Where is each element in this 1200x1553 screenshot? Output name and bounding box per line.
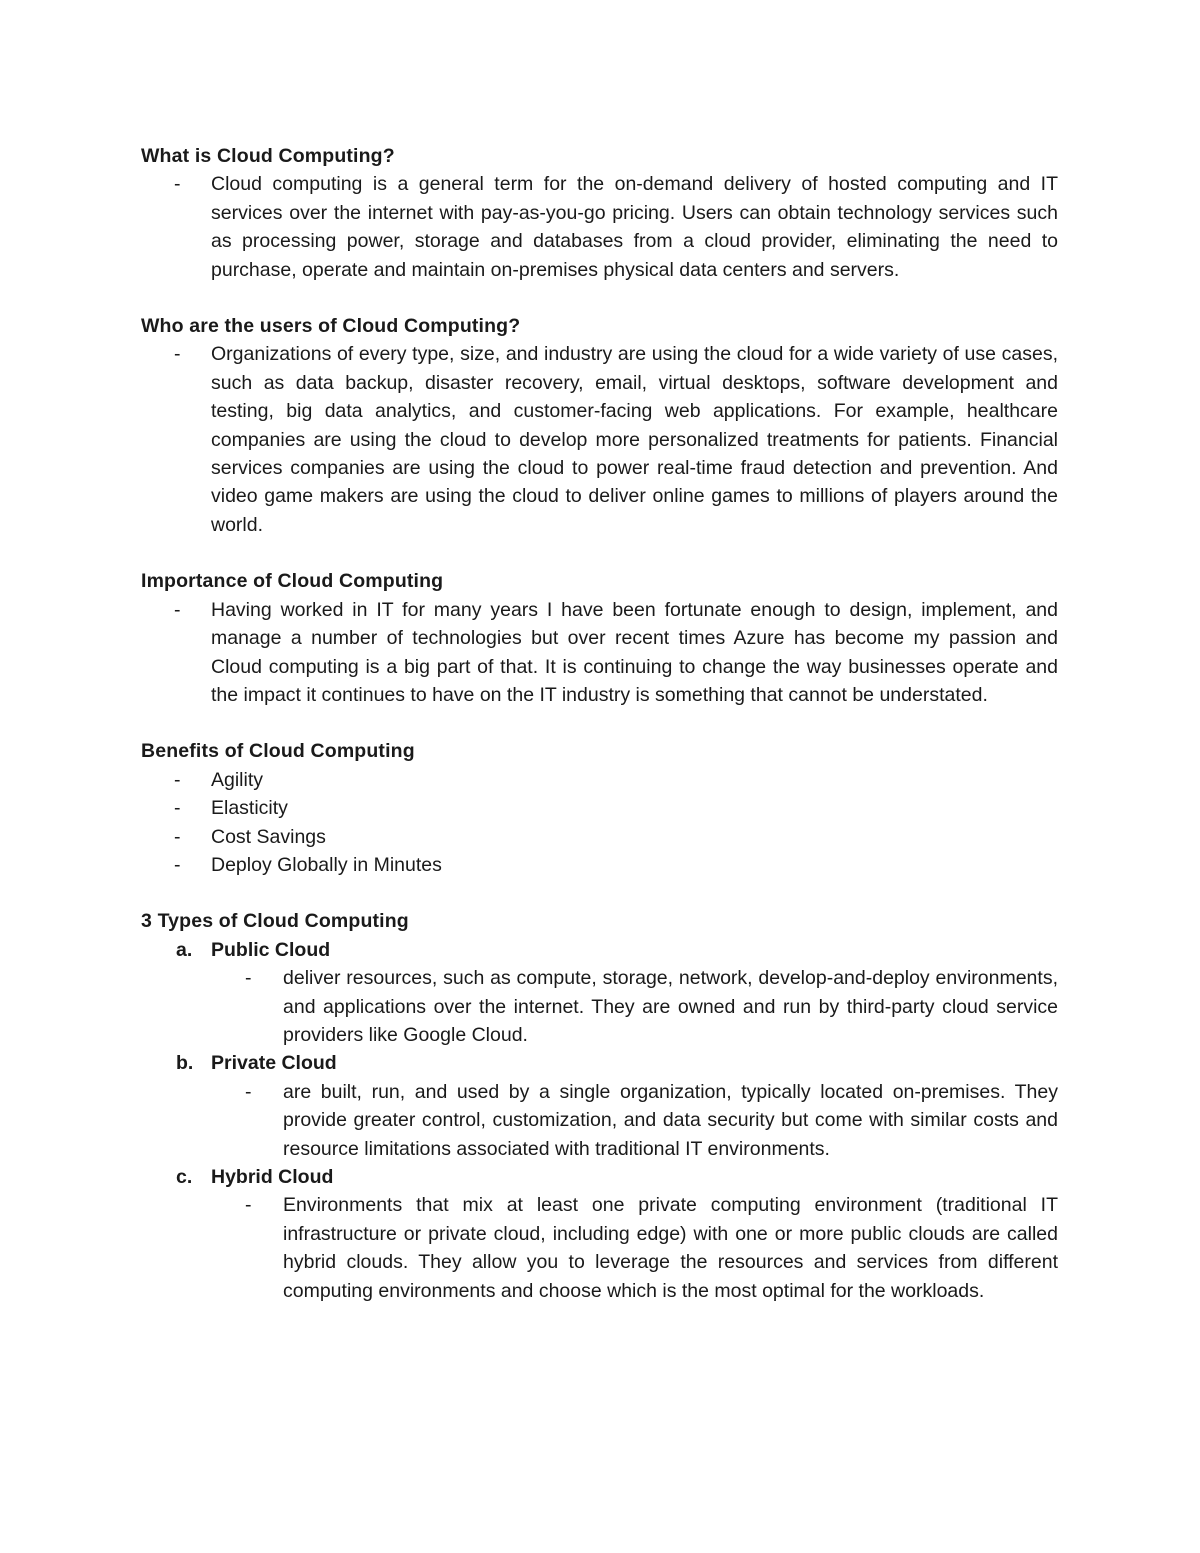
- section-heading: Importance of Cloud Computing: [141, 570, 444, 593]
- type-title: Public Cloud: [211, 938, 331, 961]
- bullet-list: [211, 1078, 1058, 1163]
- section-heading: Who are the users of Cloud Computing?: [141, 315, 521, 338]
- bullet-list: [141, 340, 1058, 539]
- bullet-list: [141, 170, 1058, 284]
- list-item: - deliver resources, such as compute, storage, network, develop-and-deploy environments, and applications over the internet. They are owned and run by third-party cloud service providers like Google Cloud.: [211, 964, 1058, 1049]
- list-item: - Having worked in IT for many years I have been fortunate enough to design, implement, and manage a number of technologies but over recent times Azure has become my passion and Cloud computing is a big part of that. It is continuing to change the way businesses operate and the impact it continues to have on the IT industry is something that cannot be understated.: [141, 596, 1058, 710]
- bullet-list: [211, 1191, 1058, 1305]
- bullet-list: [141, 766, 1058, 880]
- list-item: - Environments that mix at least one private computing environment (traditional IT infrastructure or private cloud, including edge) with one or more public clouds are called hybrid clouds. They allow you to leverage the resources and services from different computing environments and choose which is the most optimal for the workloads.: [211, 1191, 1058, 1305]
- type-title: Hybrid Cloud: [211, 1166, 334, 1188]
- list-item: - Cost Savings: [141, 823, 1058, 851]
- section-heading: Benefits of Cloud Computing: [141, 740, 415, 763]
- section-users: [141, 312, 1058, 539]
- list-marker: a.: [176, 938, 193, 961]
- list-item: - Elasticity: [141, 794, 1058, 822]
- types-list: [141, 936, 1058, 1305]
- section-importance: [141, 567, 1058, 709]
- list-item: - Cloud computing is a general term for the on-demand delivery of hosted computing and IT services over the internet with pay-as-you-go pricing. Users can obtain technology services such as processing power, storage and databases from a cloud provider, eliminating the need to purchase, operate and maintain on-premises physical data centers and servers.: [141, 170, 1058, 284]
- document-page: [141, 142, 1058, 1333]
- list-item: - Organizations of every type, size, and industry are using the cloud for a wide variety of use cases, such as data backup, disaster recovery, email, virtual desktops, software development and testing, big data analytics, and customer-facing web applications. For example, healthcare companies are using the cloud to develop more personalized treatments for patients. Financial services companies are using the cloud to power real-time fraud detection and prevention. And video game makers are using the cloud to deliver online games to millions of players around the world.: [141, 340, 1058, 539]
- bullet-list: [141, 596, 1058, 710]
- bullet-list: [211, 964, 1058, 1049]
- section-what-is-cloud: [141, 142, 1058, 284]
- list-marker: c.: [176, 1166, 193, 1188]
- type-item-public: [141, 936, 1058, 1050]
- list-item: - are built, run, and used by a single organization, typically located on-premises. They provide greater control, customization, and data security but come with similar costs and resource limitations associated with traditional IT environments.: [211, 1078, 1058, 1163]
- section-heading: What is Cloud Computing?: [141, 145, 395, 167]
- list-item: - Deploy Globally in Minutes: [141, 851, 1058, 879]
- type-item-hybrid: [141, 1163, 1058, 1305]
- type-title: Private Cloud: [211, 1052, 337, 1075]
- list-item: - Agility: [141, 766, 1058, 794]
- section-benefits: [141, 737, 1058, 879]
- section-heading: 3 Types of Cloud Computing: [141, 910, 409, 933]
- section-types: [141, 907, 1058, 1305]
- list-marker: b.: [176, 1052, 194, 1075]
- type-item-private: [141, 1049, 1058, 1163]
